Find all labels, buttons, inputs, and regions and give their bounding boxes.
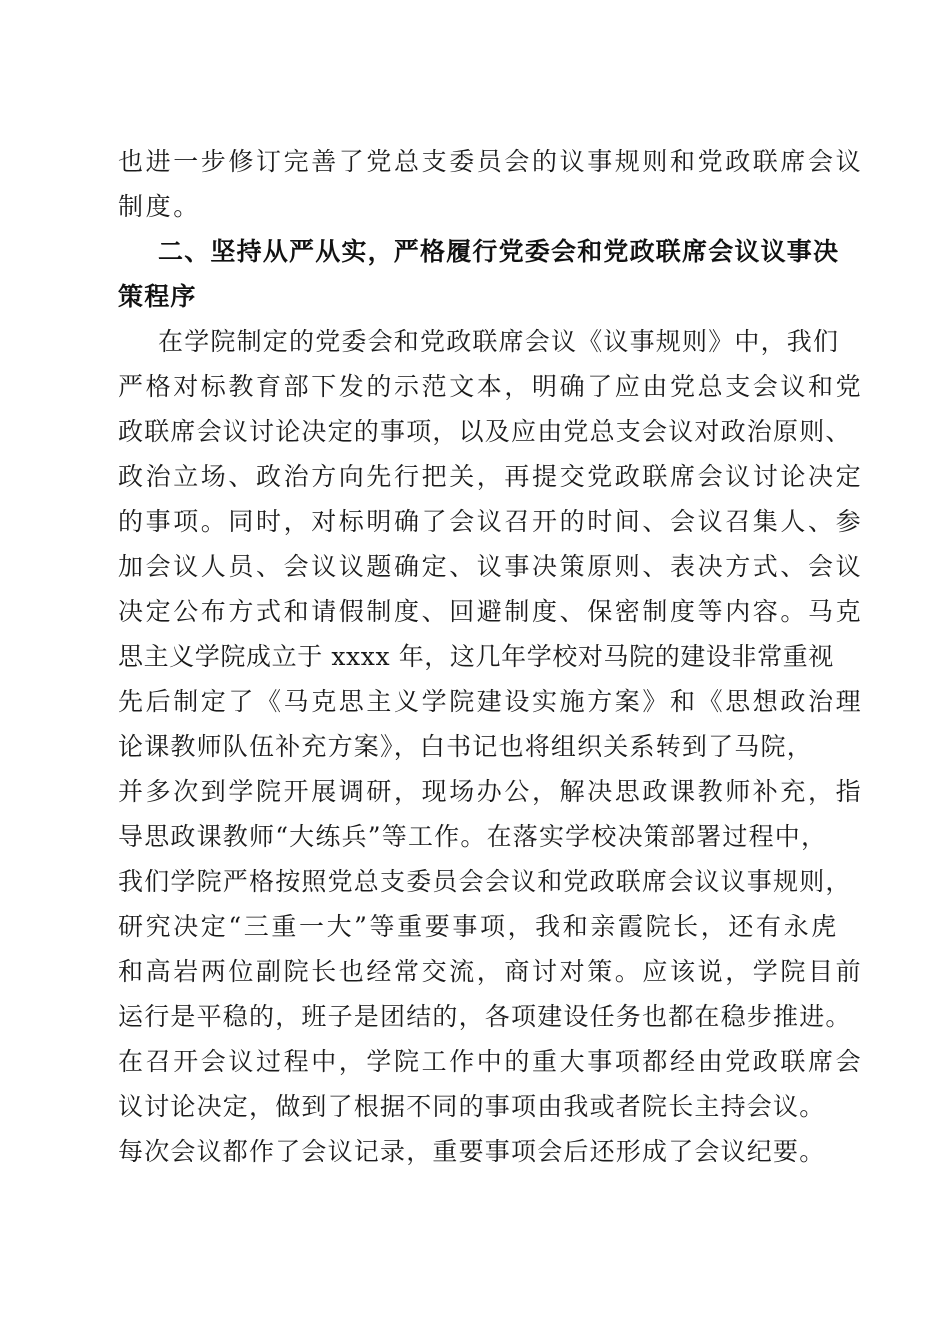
text-line: 加会议人员、会议议题确定、议事决策原则、表决方式、会议 — [118, 552, 864, 581]
text-line: 我们学院严格按照党总支委员会会议和党政联席会议议事规则， — [118, 867, 852, 896]
text-line: 在召开会议过程中，学院工作中的重大事项都经由党政联席会 — [118, 1047, 864, 1076]
text-line: 和高岩两位副院长也经常交流，商讨对策。应该说，学院目前 — [118, 957, 864, 986]
text-line: 思主义学院成立于 xxxx 年，这几年学校对马院的建设非常重视 — [118, 642, 834, 671]
text-line: 的事项。同时，对标明确了会议召开的时间、会议召集人、参 — [118, 507, 864, 536]
text-line: 运行是平稳的，班子是团结的，各项建设任务也都在稳步推进。 — [118, 1002, 852, 1031]
text-line: 每次会议都作了会议记录，重要事项会后还形成了会议纪要。 — [118, 1137, 826, 1166]
text-line: 政治立场、政治方向先行把关，再提交党政联席会议讨论决定 — [118, 462, 864, 491]
section-heading: 策程序 — [118, 282, 197, 311]
text-line: 论课教师队伍补充方案》，白书记也将组织关系转到了马院， — [118, 732, 813, 761]
text-line: 制度。 — [118, 192, 201, 221]
text-line: 决定公布方式和请假制度、回避制度、保密制度等内容。马克 — [118, 597, 864, 626]
text-line: 在学院制定的党委会和党政联席会议《议事规则》中，我们 — [158, 327, 840, 356]
text-line: 导思政课教师“大练兵”等工作。在落实学校决策部署过程中， — [118, 822, 828, 851]
text-line: 研究决定“三重一大”等重要事项，我和亲霞院长，还有永虎 — [118, 912, 839, 941]
text-line: 并多次到学院开展调研，现场办公，解决思政课教师补充，指 — [118, 777, 864, 806]
text-line: 先后制定了《马克思主义学院建设实施方案》和《思想政治理 — [118, 687, 864, 716]
text-line: 也进一步修订完善了党总支委员会的议事规则和党政联席会议 — [118, 147, 864, 176]
text-line: 严格对标教育部下发的示范文本，明确了应由党总支会议和党 — [118, 372, 864, 401]
text-line: 议讨论决定，做到了根据不同的事项由我或者院长主持会议。 — [118, 1092, 826, 1121]
section-heading: 二、坚持从严从实，严格履行党委会和党政联席会议议事决 — [158, 237, 840, 266]
text-line: 政联席会议讨论决定的事项，以及应由党总支会议对政治原则、 — [118, 417, 852, 446]
